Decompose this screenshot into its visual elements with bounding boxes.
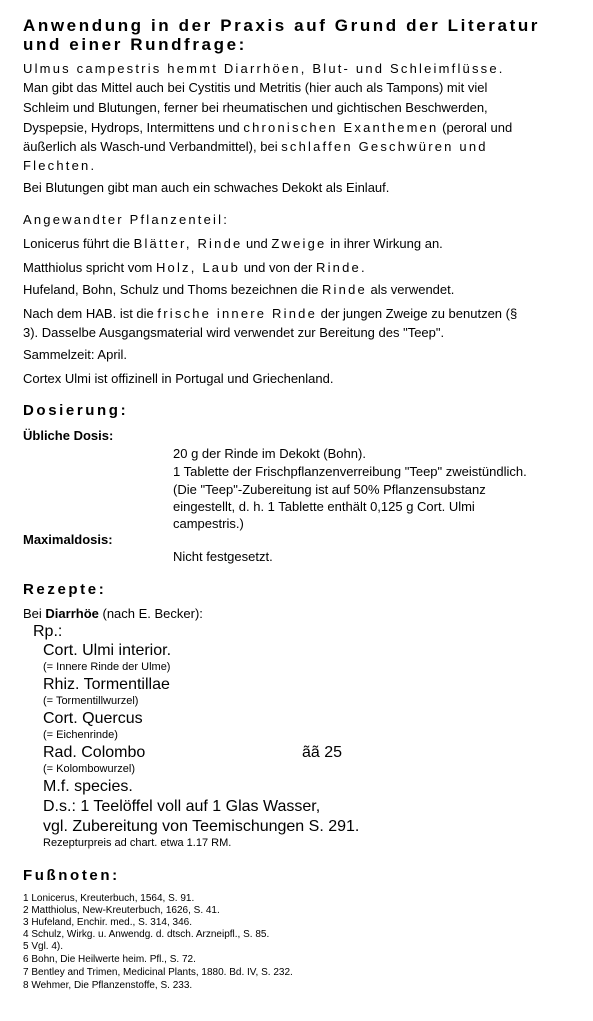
- max-dose-label: Maximaldosis:: [23, 532, 113, 547]
- footnote: 1 Lonicerus, Kreuterbuch, 1564, S. 91.: [23, 893, 195, 904]
- ingredient-amount: ãã 25: [302, 744, 343, 761]
- plain-text: Hufeland, Bohn, Schulz und Thoms bezeichnen die: [23, 282, 322, 297]
- intro-line: [23, 118, 512, 137]
- plant-part-line: Sammelzeit: April.: [23, 347, 128, 362]
- plant-part-heading: Angewandter Pflanzenteil:: [23, 212, 230, 227]
- usual-dose-line: 1 Tablette der Frischpflanzenverreibung "Teep" zweistündlich.: [173, 464, 527, 479]
- plant-part-line: [23, 280, 454, 299]
- plant-part-line: Cortex Ulmi ist offizinell in Portugal und Griechenland.: [23, 371, 334, 386]
- intro-text: (peroral und: [438, 120, 513, 135]
- plain-text: (nach E. Becker):: [98, 606, 203, 621]
- ingredient-name: Rad. Colombo: [43, 744, 146, 761]
- plant-part-line: 3). Dasselbe Ausgangsmaterial wird verwendet zur Bereitung des "Teep".: [23, 325, 445, 340]
- emphasis-text: Zweige: [271, 236, 327, 251]
- recipe-instruction: D.s.: 1 Teelöffel voll auf 1 Glas Wasser,: [43, 798, 321, 815]
- plain-text: und: [242, 236, 272, 251]
- intro-line: [23, 137, 488, 156]
- usual-dose-line: campestris.): [173, 516, 244, 531]
- footnote: 6 Bohn, Die Heilwerte heim. Pfl., S. 72.: [23, 954, 196, 965]
- ingredient-name: Cort. Ulmi interior.: [43, 642, 172, 659]
- plain-text: Nach dem HAB. ist die: [23, 306, 158, 321]
- usual-dose-line: (Die "Teep"-Zubereitung ist auf 50% Pflanzensubstanz: [173, 482, 486, 497]
- usual-dose-line: 20 g der Rinde im Dekokt (Bohn).: [173, 446, 366, 461]
- intro-line: Schleim und Blutungen, ferner bei rheumatischen und gichtischen Beschwerden,: [23, 100, 488, 115]
- plant-part-line: [23, 234, 443, 253]
- plant-part-line: [23, 258, 365, 277]
- intro-line: Man gibt das Mittel auch bei Cystitis und Metritis (hier auch als Tampons) mit viel: [23, 80, 488, 95]
- emphasis-text: Blätter, Rinde: [133, 236, 243, 251]
- usual-dose-line: eingestellt, d. h. 1 Tablette enthält 0,125 g Cort. Ulmi: [173, 499, 475, 514]
- usual-dose-label: Übliche Dosis:: [23, 428, 114, 443]
- emphasis-text: Holz, Laub: [155, 260, 241, 275]
- intro-text: äußerlich als Wasch-und Verbandmittel), bei: [23, 139, 282, 154]
- plain-text: Lonicerus führt die: [23, 236, 134, 251]
- footnote: 2 Matthiolus, New-Kreuterbuch, 1626, S. 41.: [23, 905, 220, 916]
- section-title-line2: und einer Rundfrage:: [23, 35, 247, 54]
- intro-text: Dyspepsie, Hydrops, Intermittens und: [23, 120, 244, 135]
- ingredient-name: Rhiz. Tormentillae: [43, 676, 170, 693]
- intro-line: Ulmus campestris hemmt Diarrhöen, Blut- und Schleimflüsse.: [23, 61, 505, 76]
- ingredient-note: (= Innere Rinde der Ulme): [43, 661, 171, 673]
- plain-text: .: [360, 260, 365, 275]
- plain-text: als verwendet.: [366, 282, 455, 297]
- emphasis-text: chronischen Exanthemen: [243, 120, 439, 135]
- ingredient-name: Cort. Quercus: [43, 710, 143, 727]
- recipe-intro: [23, 604, 203, 623]
- footnote: 8 Wehmer, Die Pflanzenstoffe, S. 233.: [23, 980, 193, 991]
- ingredient-note: (= Tormentillwurzel): [43, 695, 139, 707]
- ingredient-note: (= Eichenrinde): [43, 729, 118, 741]
- emphasis-text: Rinde: [315, 260, 361, 275]
- plant-part-line: [23, 304, 517, 323]
- dosage-heading: Dosierung:: [23, 402, 129, 419]
- plain-text: Matthiolus spricht vom: [23, 260, 156, 275]
- footnote: 4 Schulz, Wirkg. u. Anwendg. d. dtsch. Arzneipfl., S. 85.: [23, 929, 270, 940]
- emphasis-text: Rinde: [321, 282, 367, 297]
- recipe-price: Rezepturpreis ad chart. etwa 1.17 RM.: [43, 837, 232, 849]
- indication-text: Diarrhöe: [45, 606, 99, 621]
- recipes-heading: Rezepte:: [23, 581, 107, 598]
- plain-text: und von der: [240, 260, 316, 275]
- recipe-instruction: vgl. Zubereitung von Teemischungen S. 291.: [43, 818, 360, 835]
- footnote: 3 Hufeland, Enchir. med., S. 314, 346.: [23, 917, 192, 928]
- max-dose-value: Nicht festgesetzt.: [173, 549, 273, 564]
- footnotes-heading: Fußnoten:: [23, 867, 120, 884]
- section-title: Anwendung in der Praxis auf Grund der Literatur: [23, 16, 541, 35]
- intro-line: Bei Blutungen gibt man auch ein schwaches Dekokt als Einlauf.: [23, 180, 390, 195]
- plain-text: in ihrer Wirkung an.: [326, 236, 443, 251]
- emphasis-text: schlaffen Geschwüren und: [281, 139, 488, 154]
- rp-label: Rp.:: [33, 623, 63, 640]
- intro-line: Flechten.: [23, 158, 97, 173]
- emphasis-text: frische innere Rinde: [157, 306, 318, 321]
- ingredient-note: (= Kolombowurzel): [43, 763, 136, 775]
- footnote: 7 Bentley and Trimen, Medicinal Plants, 1880. Bd. IV, S. 232.: [23, 967, 293, 978]
- plain-text: Bei: [23, 606, 46, 621]
- recipe-instruction: M.f. species.: [43, 778, 133, 795]
- footnote: 5 Vgl. 4).: [23, 941, 64, 952]
- plain-text: der jungen Zweige zu benutzen (§: [317, 306, 518, 321]
